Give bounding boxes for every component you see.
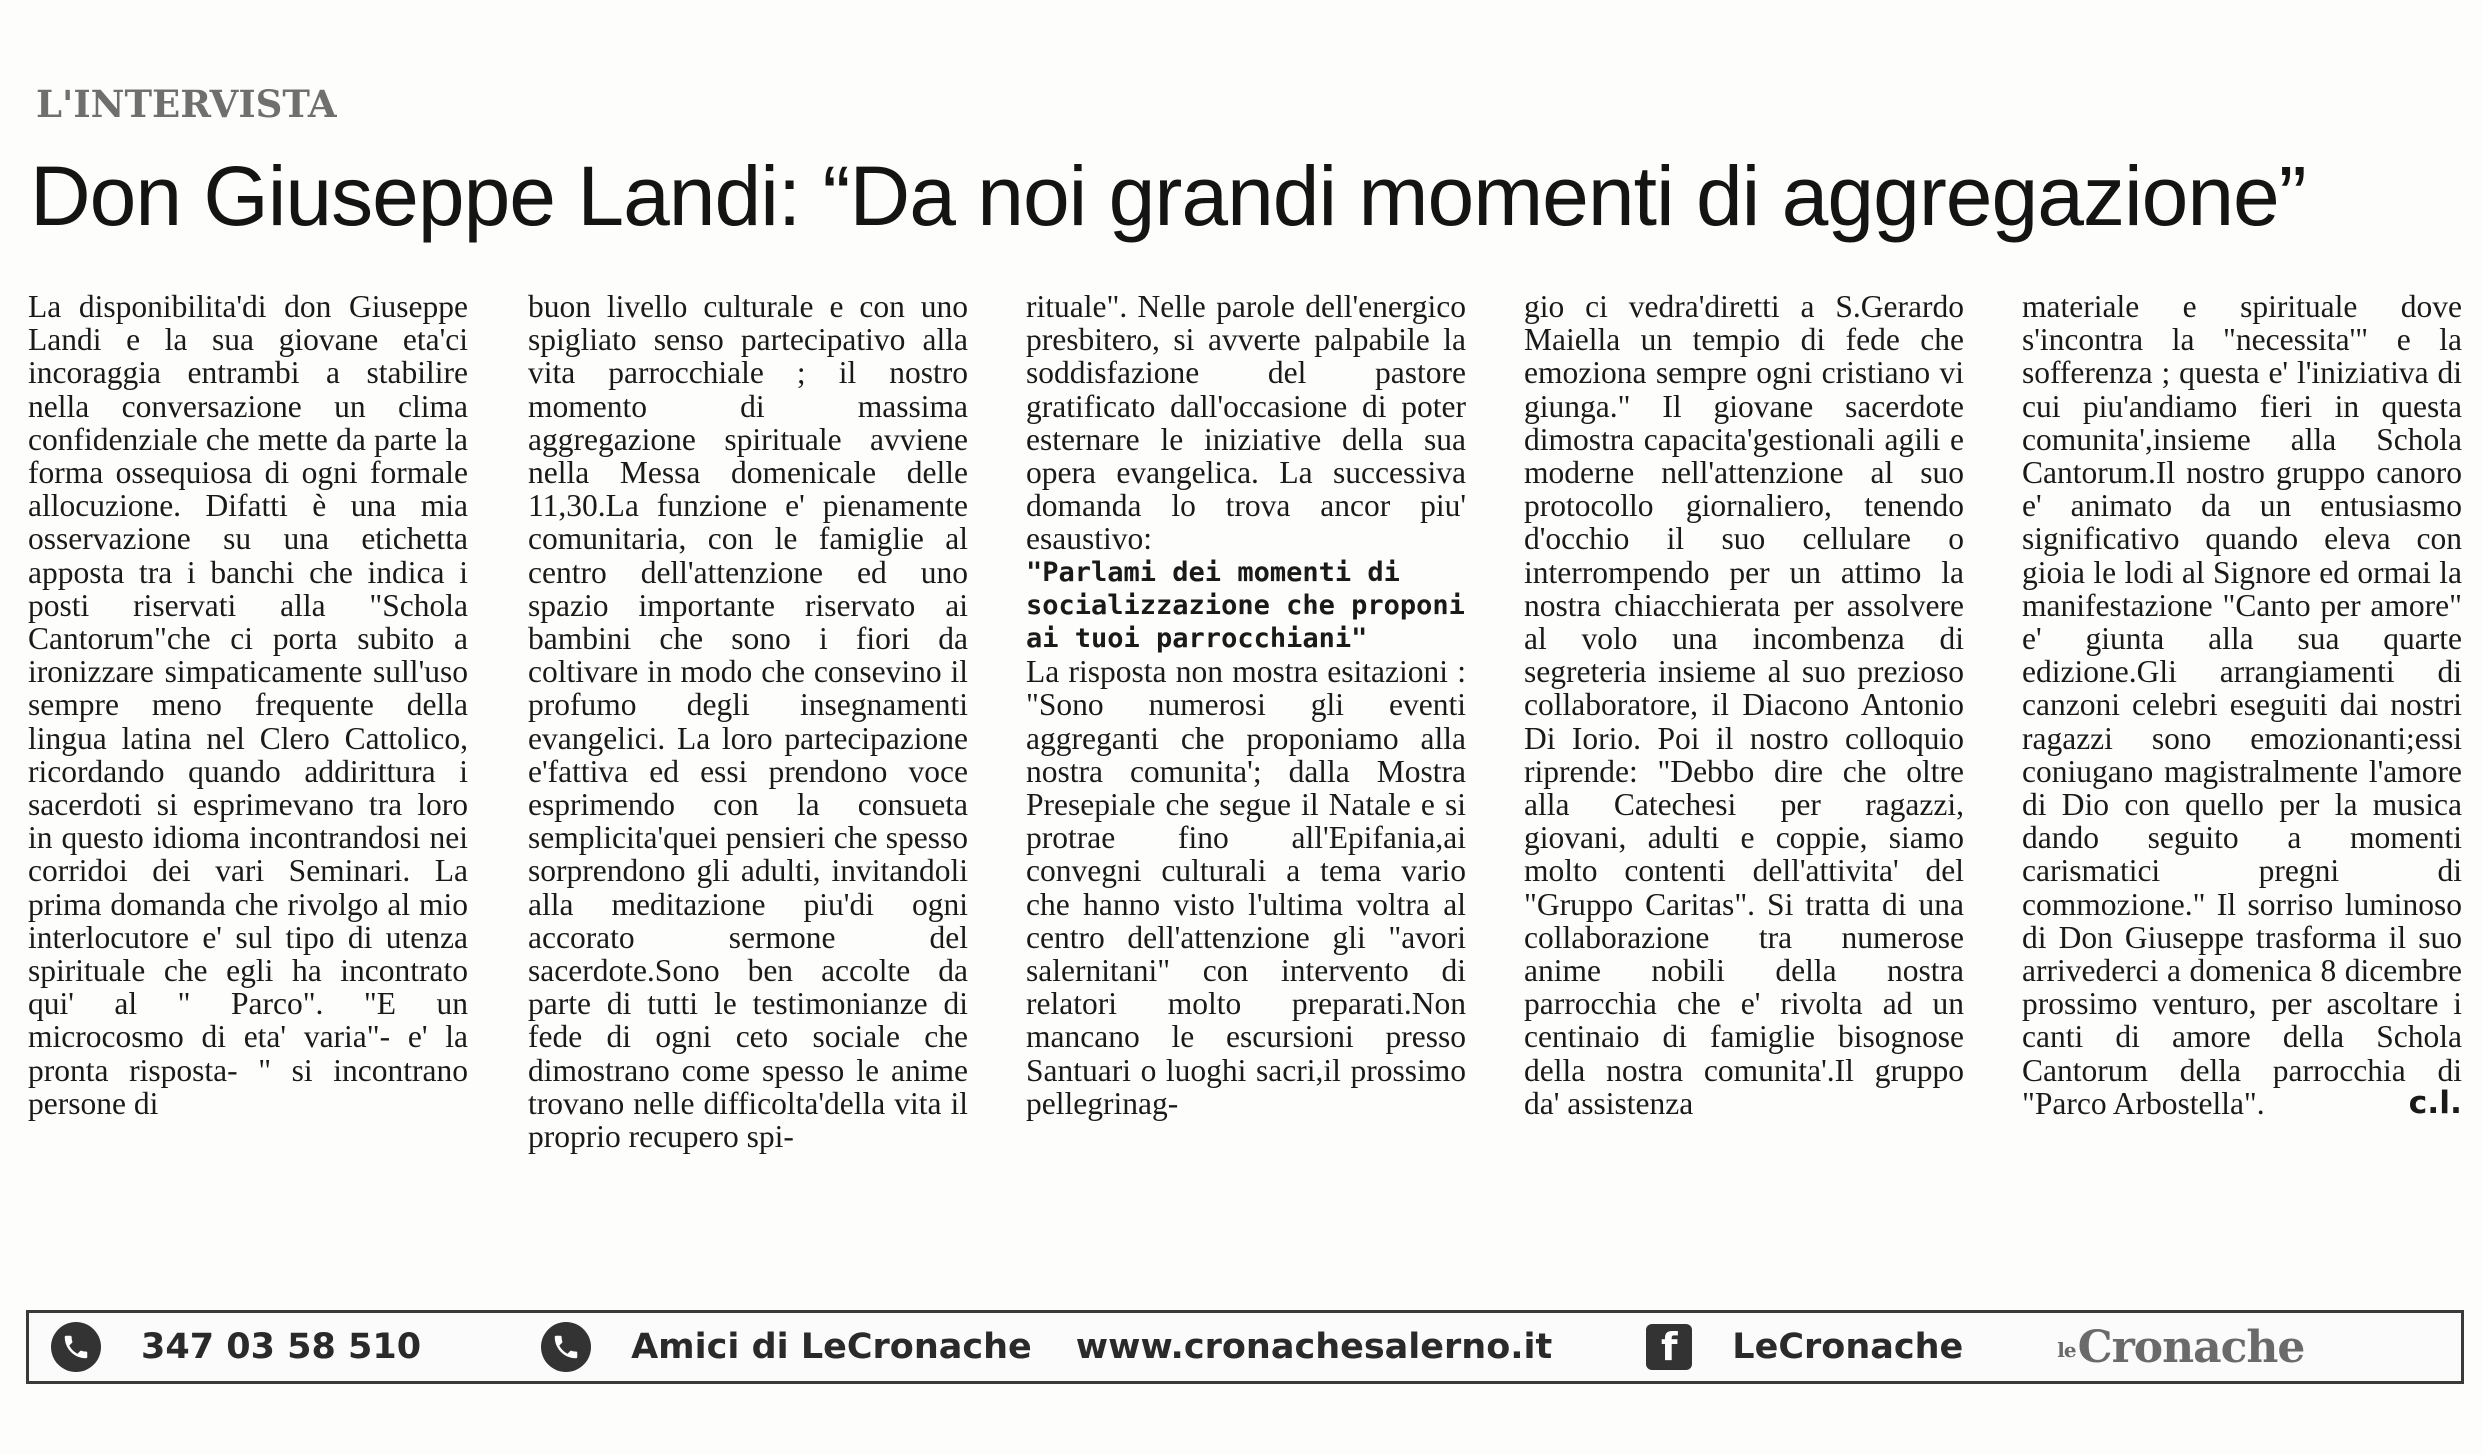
brand-name: Cronache xyxy=(2077,1321,2305,1373)
section-label: L'INTERVISTA xyxy=(36,82,337,126)
column-text: gio ci vedra'diretti a S.Gerardo Maiella un tempio di fede che emoziona sempre ogni cristiano vi giunga." Il giovane sacerdote dimostra capacita'gestionali agili e moderne nell'attenzione al suo protocollo giornaliero, tenendo d'occhio il suo cellulare o interrompendo per un attimo la nostra chiacchierata per assolvere al volo una incombenza di segreteria insieme al suo prezioso collaboratore, il Diacono Antonio Di Iorio. Poi il nostro colloquio riprende: "Debbo dire che oltre alla Catechesi per ragazzi, giovani, adulti e coppie, siamo molto contenti dell'attivita' del "Gruppo Caritas". Si tratta di una collaborazione tra numerose anime nobili della nostra parrocchia che e' rivolta ad un centinaio di famiglie bisognose della nostra comunita'.Il gruppo da' assistenza xyxy=(1524,290,1964,1121)
headline: Don Giuseppe Landi: “Da noi grandi momenti di aggregazione” xyxy=(30,149,2306,243)
column-text: La risposta non mostra esitazioni : "Sono numerosi gli eventi aggreganti che proponiamo alla nostra comunita'; dalla Mostra Presepiale che segue il Natale e si protrae fino all'Epifania,ai convegni culturali a tema vario che hanno visto l'ultima voltra al centro dell'attenzione gli "avori salernitani" con intervento di relatori molto preparati.Non mancano le escursioni presso Santuari o luoghi sacri,il prossimo pellegrinag- xyxy=(1026,654,1466,1121)
article-column-5 xyxy=(2022,290,2462,1270)
article-body xyxy=(28,290,2468,1270)
footer-banner xyxy=(26,1310,2464,1384)
footer-whatsapp-group: Amici di LeCronache xyxy=(631,1327,1032,1367)
brand-prefix: le xyxy=(2057,1338,2076,1362)
column-text: La disponibilita'di don Giuseppe Landi e la sua giovane eta'ci incoraggia entrambi a stabilire nella conversazione un clima confidenziale che mette da parte la forma ossequiosa di ogni formale allocuzione. Difatti è una mia osservazione su una etichetta apposta tra i banchi che indica i posti riservati alla "Schola Cantorum"che ci porta subito a ironizzare simpaticamente sull'uso sempre meno frequente della lingua latina nel Clero Cattolico, ricordando quando addirittura i sacerdoti si esprimevano tra loro in questo idioma incontrandosi nei corridoi dei vari Seminari. La prima domanda che rivolgo al mio interlocutore e' sul tipo di utenza spirituale che egli ha incontrato qui' al " Parco". "E un microcosmo di eta' varia"- e' la pronta risposta- " si incontrano persone di xyxy=(28,290,468,1121)
interview-question: "Parlami dei momenti di socializzazione che proponi ai tuoi parrocchiani" xyxy=(1026,556,1465,655)
footer-facebook: LeCronache xyxy=(1732,1327,1964,1367)
article-column-3 xyxy=(1026,290,1466,1270)
column-text: buon livello culturale e con uno spigliato senso partecipativo alla vita parrocchiale ; il nostro momento di massima aggregazione spirituale avviene nella Messa domenicale delle 11,30.La funzione e' pienamente comunitaria, con le famiglie al centro dell'attenzione ed uno spazio importante riservato ai bambini che sono i fiori da coltivare in modo che consevino il profumo degli insegnamenti evangelici. La loro partecipazione e'fattiva ed essi prendono voce esprimendo con la consueta semplicita'quei pensieri che spesso sorprendono gli adulti, invitandoli alla meditazione piu'di ogni accorato sermone del sacerdote.Sono ben accolte da parte di tutti le testimonianze di fede di ogni ceto sociale che dimostrano come spesso le anime trovano nelle difficolta'della vita il proprio recupero spi- xyxy=(528,290,968,1155)
article-column-2 xyxy=(528,290,968,1270)
column-text-body: materiale e spirituale dove s'incontra la "necessita'" e la sofferenza ; questa e' l'iniziativa di cui piu'andiamo fieri in questa comunita',insieme alla Schola Cantorum.Il nostro gruppo canoro e' animato da un entusiasmo significativo quando eleva con gioia le lodi al Signore ed ormai la manifestazione "Canto per amore" e' giunta alla sua quarte edizione.Gli arrangiamenti di canzoni celebri eseguiti dai nostri ragazzi sono emozionanti;essi coniugano magistralmente l'amore di Dio con quello per la musica dando seguito a momenti carismatici pregni di commozione." Il sorriso luminoso di Don Giuseppe trasforma il suo arrivederci a domenica 8 dicembre prossimo venturo, per ascoltare i canti di amore della Schola Cantorum della parrocchia di "Parco Arbostella". xyxy=(2022,290,2462,1121)
column-text: rituale". Nelle parole dell'energico presbitero, si avverte palpabile la soddisfazione del pastore gratificato dall'occasione di poter esternare le iniziative della sua opera evangelica. La successiva domanda lo trova ancor piu' esaustivo: xyxy=(1026,290,1466,557)
facebook-icon: f xyxy=(1646,1324,1692,1370)
whatsapp-icon xyxy=(541,1322,591,1372)
author-signature: c.l. xyxy=(2408,1084,2462,1121)
article-column-1 xyxy=(28,290,468,1270)
article-column-4 xyxy=(1524,290,1964,1270)
whatsapp-icon xyxy=(51,1322,101,1372)
brand-logo xyxy=(2057,1322,2304,1373)
footer-phone: 347 03 58 510 xyxy=(141,1327,422,1367)
column-text xyxy=(2022,290,2462,1120)
footer-website: www.cronachesalerno.it xyxy=(1075,1327,1553,1367)
